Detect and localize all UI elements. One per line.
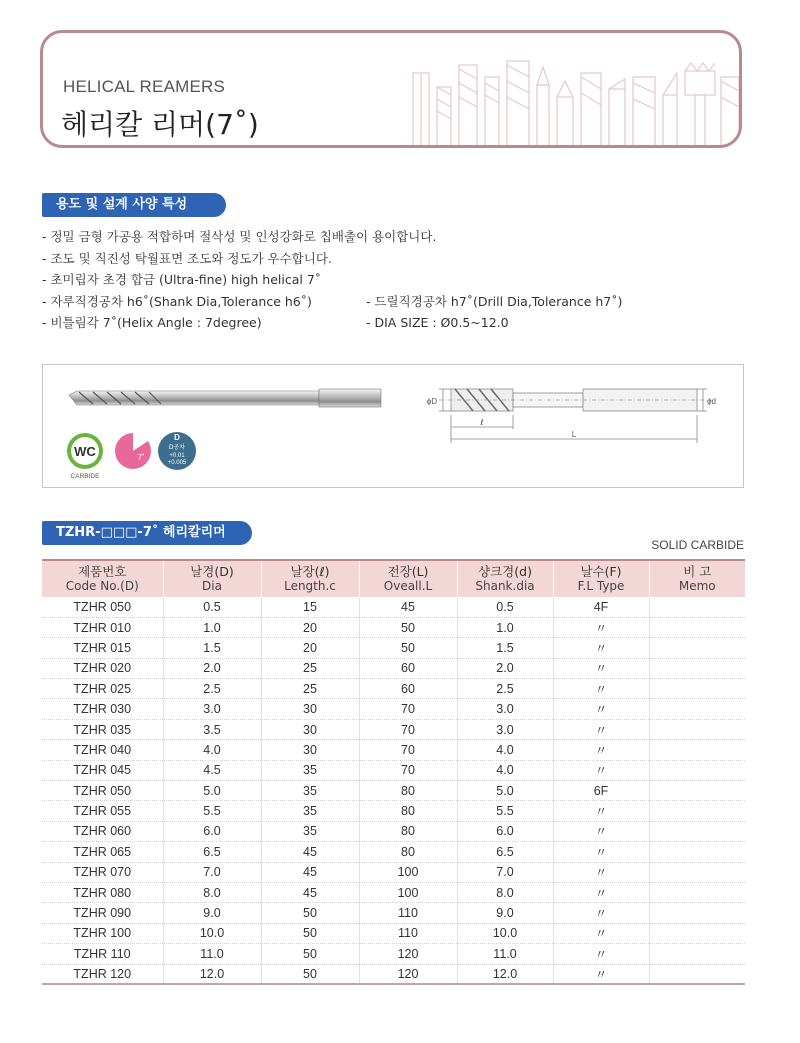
table-row xyxy=(42,658,745,678)
cell-dia: 4.5 xyxy=(163,760,261,780)
cell-flute: 〃 xyxy=(553,699,649,719)
cell-flute: 〃 xyxy=(553,882,649,902)
header-length: 날장(ℓ) Length.c xyxy=(261,560,359,597)
features-list xyxy=(42,226,752,334)
dia-D-label: ϕD xyxy=(426,397,437,406)
cell-overall: 60 xyxy=(359,679,457,699)
cell-overall: 70 xyxy=(359,740,457,760)
cell-flute: 〃 xyxy=(553,944,649,964)
table-row xyxy=(42,597,745,617)
cell-overall: 110 xyxy=(359,923,457,943)
cell-code: TZHR 055 xyxy=(42,801,163,821)
cell-overall: 70 xyxy=(359,760,457,780)
cell-dia: 5.5 xyxy=(163,801,261,821)
cell-length: 25 xyxy=(261,679,359,699)
header-flute: 날수(F) F.L Type xyxy=(553,560,649,597)
cell-shank: 1.0 xyxy=(457,617,553,637)
cell-memo xyxy=(649,862,745,882)
reamer-photo xyxy=(69,389,381,407)
cell-memo xyxy=(649,719,745,739)
cell-length: 30 xyxy=(261,740,359,760)
table-row xyxy=(42,719,745,739)
table-row xyxy=(42,699,745,719)
cell-flute: 〃 xyxy=(553,842,649,862)
cell-length: 25 xyxy=(261,658,359,678)
cell-dia: 3.0 xyxy=(163,699,261,719)
cell-flute: 〃 xyxy=(553,740,649,760)
cell-shank: 4.0 xyxy=(457,760,553,780)
cell-code: TZHR 040 xyxy=(42,740,163,760)
cell-code: TZHR 045 xyxy=(42,760,163,780)
cell-flute: 〃 xyxy=(553,760,649,780)
table-row xyxy=(42,638,745,658)
cell-flute: 4F xyxy=(553,597,649,617)
cell-flute: 〃 xyxy=(553,862,649,882)
feature-item xyxy=(42,312,752,334)
cell-code: TZHR 010 xyxy=(42,617,163,637)
cell-memo xyxy=(649,658,745,678)
tool-drawing xyxy=(43,365,745,489)
cell-memo xyxy=(649,944,745,964)
table-row xyxy=(42,903,745,923)
header-memo: 비 고 Memo xyxy=(649,560,745,597)
tolerance-upper: +0.01 xyxy=(169,453,185,459)
cell-length: 45 xyxy=(261,882,359,902)
cell-memo xyxy=(649,923,745,943)
helix-angle-badge xyxy=(115,433,151,469)
cell-memo xyxy=(649,842,745,862)
carbide-badge xyxy=(67,433,103,480)
table-section-title: TZHR-□□□-7˚ 헤리칼리머 xyxy=(42,521,252,545)
cell-memo xyxy=(649,597,745,617)
cell-length: 35 xyxy=(261,821,359,841)
cell-shank: 3.0 xyxy=(457,699,553,719)
table-row xyxy=(42,944,745,964)
cell-shank: 5.5 xyxy=(457,801,553,821)
cell-dia: 8.0 xyxy=(163,882,261,902)
header-overall: 전장(L) Oveall.L xyxy=(359,560,457,597)
cell-shank: 11.0 xyxy=(457,944,553,964)
header-dia: 날경(D) Dia xyxy=(163,560,261,597)
cell-flute: 〃 xyxy=(553,679,649,699)
feature-item xyxy=(42,226,752,248)
cell-shank: 9.0 xyxy=(457,903,553,923)
cell-code: TZHR 060 xyxy=(42,821,163,841)
cell-dia: 12.0 xyxy=(163,964,261,984)
cell-overall: 50 xyxy=(359,617,457,637)
cell-dia: 5.0 xyxy=(163,781,261,801)
cell-overall: 110 xyxy=(359,903,457,923)
carbide-label: CARBIDE xyxy=(70,473,100,480)
cell-memo xyxy=(649,903,745,923)
cell-flute: 〃 xyxy=(553,658,649,678)
cell-memo xyxy=(649,760,745,780)
tool-illustration xyxy=(407,37,742,148)
cell-code: TZHR 110 xyxy=(42,944,163,964)
table-row xyxy=(42,882,745,902)
cell-length: 50 xyxy=(261,923,359,943)
cell-overall: 80 xyxy=(359,781,457,801)
title-banner xyxy=(40,30,742,148)
cell-overall: 50 xyxy=(359,638,457,658)
cell-code: TZHR 025 xyxy=(42,679,163,699)
cell-code: TZHR 030 xyxy=(42,699,163,719)
table-row xyxy=(42,740,745,760)
cell-length: 45 xyxy=(261,862,359,882)
header-shank: 샹크경(d) Shank.dia xyxy=(457,560,553,597)
tolerance-title: D xyxy=(174,433,180,442)
cell-dia: 7.0 xyxy=(163,862,261,882)
cell-dia: 9.0 xyxy=(163,903,261,923)
feature-text: - 드릴직경공차 h7˚(Drill Dia,Tolerance h7˚) xyxy=(366,293,623,309)
cell-dia: 6.5 xyxy=(163,842,261,862)
tolerance-badge xyxy=(158,432,196,470)
cell-overall: 45 xyxy=(359,597,457,617)
cell-memo xyxy=(649,679,745,699)
cell-shank: 2.0 xyxy=(457,658,553,678)
cell-flute: 〃 xyxy=(553,617,649,637)
feature-text: - DIA SIZE : Ø0.5~12.0 xyxy=(366,315,509,330)
cell-length: 20 xyxy=(261,638,359,658)
cell-memo xyxy=(649,699,745,719)
cell-overall: 80 xyxy=(359,801,457,821)
cell-flute: 〃 xyxy=(553,821,649,841)
cell-dia: 10.0 xyxy=(163,923,261,943)
cell-memo xyxy=(649,617,745,637)
cell-overall: 70 xyxy=(359,719,457,739)
cell-code: TZHR 065 xyxy=(42,842,163,862)
cell-overall: 120 xyxy=(359,944,457,964)
feature-text: - 초미립자 초경 합금 (Ultra-fine) high helical 7˚ xyxy=(42,272,322,287)
cell-code: TZHR 090 xyxy=(42,903,163,923)
cell-shank: 6.5 xyxy=(457,842,553,862)
cell-flute: 6F xyxy=(553,781,649,801)
cell-overall: 100 xyxy=(359,882,457,902)
title-korean: 헤리칼 리머(7˚) xyxy=(61,108,259,141)
feature-text: - 조도 및 직진성 탁월표면 조도와 정도가 우수합니다. xyxy=(42,250,332,266)
cell-memo xyxy=(649,801,745,821)
cell-flute: 〃 xyxy=(553,964,649,984)
cell-code: TZHR 050 xyxy=(42,781,163,801)
cell-flute: 〃 xyxy=(553,801,649,821)
title-english: HELICAL REAMERS xyxy=(63,77,226,96)
table-row xyxy=(42,923,745,943)
table-row xyxy=(42,781,745,801)
cell-code: TZHR 015 xyxy=(42,638,163,658)
features-section-title: 용도 및 설계 사양 특성 xyxy=(42,193,226,217)
overall-length-label: L xyxy=(571,430,577,439)
cell-shank: 3.0 xyxy=(457,719,553,739)
spec-table xyxy=(42,559,745,985)
table-row xyxy=(42,964,745,984)
cell-shank: 0.5 xyxy=(457,597,553,617)
cell-overall: 80 xyxy=(359,821,457,841)
cell-length: 50 xyxy=(261,944,359,964)
cell-shank: 12.0 xyxy=(457,964,553,984)
cell-code: TZHR 070 xyxy=(42,862,163,882)
cell-shank: 1.5 xyxy=(457,638,553,658)
header-code: 제품번호 Code No.(D) xyxy=(42,560,163,597)
material-label: SOLID CARBIDE xyxy=(651,538,744,552)
feature-text: - 비틀림각 7˚(Helix Angle : 7degree) xyxy=(42,315,262,330)
table-row xyxy=(42,821,745,841)
cell-length: 45 xyxy=(261,842,359,862)
cell-memo xyxy=(649,882,745,902)
cell-dia: 1.5 xyxy=(163,638,261,658)
cell-code: TZHR 020 xyxy=(42,658,163,678)
angle-label: 7˚ xyxy=(137,453,145,462)
cell-overall: 120 xyxy=(359,964,457,984)
table-row xyxy=(42,760,745,780)
feature-text: - 자루직경공차 h6˚(Shank Dia,Tolerance h6˚) xyxy=(42,293,312,309)
cell-flute: 〃 xyxy=(553,903,649,923)
cell-dia: 6.0 xyxy=(163,821,261,841)
cell-memo xyxy=(649,781,745,801)
table-row xyxy=(42,617,745,637)
cell-memo xyxy=(649,638,745,658)
cell-length: 35 xyxy=(261,760,359,780)
cell-length: 35 xyxy=(261,801,359,821)
cell-shank: 8.0 xyxy=(457,882,553,902)
cell-length: 15 xyxy=(261,597,359,617)
cell-code: TZHR 080 xyxy=(42,882,163,902)
cell-memo xyxy=(649,821,745,841)
cell-length: 35 xyxy=(261,781,359,801)
cell-flute: 〃 xyxy=(553,638,649,658)
cell-overall: 100 xyxy=(359,862,457,882)
table-header-row xyxy=(42,560,745,597)
cell-code: TZHR 050 xyxy=(42,597,163,617)
cell-dia: 0.5 xyxy=(163,597,261,617)
feature-text: - 정밀 금형 가공용 적합하며 절삭성 및 인성강화로 칩배출이 용이합니다. xyxy=(42,229,437,244)
table-row xyxy=(42,842,745,862)
cell-shank: 5.0 xyxy=(457,781,553,801)
cell-length: 50 xyxy=(261,903,359,923)
cell-flute: 〃 xyxy=(553,923,649,943)
cell-code: TZHR 120 xyxy=(42,964,163,984)
table-row xyxy=(42,801,745,821)
cell-shank: 10.0 xyxy=(457,923,553,943)
cell-length: 50 xyxy=(261,964,359,984)
cell-shank: 6.0 xyxy=(457,821,553,841)
cell-length: 20 xyxy=(261,617,359,637)
tolerance-lower: +0.005 xyxy=(167,460,187,466)
tolerance-label: D공차 xyxy=(168,444,186,451)
cell-flute: 〃 xyxy=(553,719,649,739)
feature-item xyxy=(42,269,752,291)
cell-shank: 4.0 xyxy=(457,740,553,760)
cell-length: 30 xyxy=(261,699,359,719)
table-row xyxy=(42,679,745,699)
feature-item xyxy=(42,248,752,270)
cell-dia: 3.5 xyxy=(163,719,261,739)
cell-dia: 4.0 xyxy=(163,740,261,760)
tool-diagram-panel xyxy=(42,364,744,488)
cell-overall: 70 xyxy=(359,699,457,719)
cell-dia: 2.5 xyxy=(163,679,261,699)
cell-overall: 80 xyxy=(359,842,457,862)
cell-shank: 7.0 xyxy=(457,862,553,882)
cell-dia: 11.0 xyxy=(163,944,261,964)
cell-dia: 1.0 xyxy=(163,617,261,637)
feature-item xyxy=(42,291,752,313)
cell-overall: 60 xyxy=(359,658,457,678)
wc-label: WC xyxy=(74,444,96,459)
cell-memo xyxy=(649,740,745,760)
table-row xyxy=(42,862,745,882)
flute-length-label: ℓ xyxy=(480,418,484,427)
cell-memo xyxy=(649,964,745,984)
cell-code: TZHR 100 xyxy=(42,923,163,943)
cell-length: 30 xyxy=(261,719,359,739)
cell-code: TZHR 035 xyxy=(42,719,163,739)
dia-d-label: ϕd xyxy=(707,397,716,406)
cell-shank: 2.5 xyxy=(457,679,553,699)
cell-dia: 2.0 xyxy=(163,658,261,678)
